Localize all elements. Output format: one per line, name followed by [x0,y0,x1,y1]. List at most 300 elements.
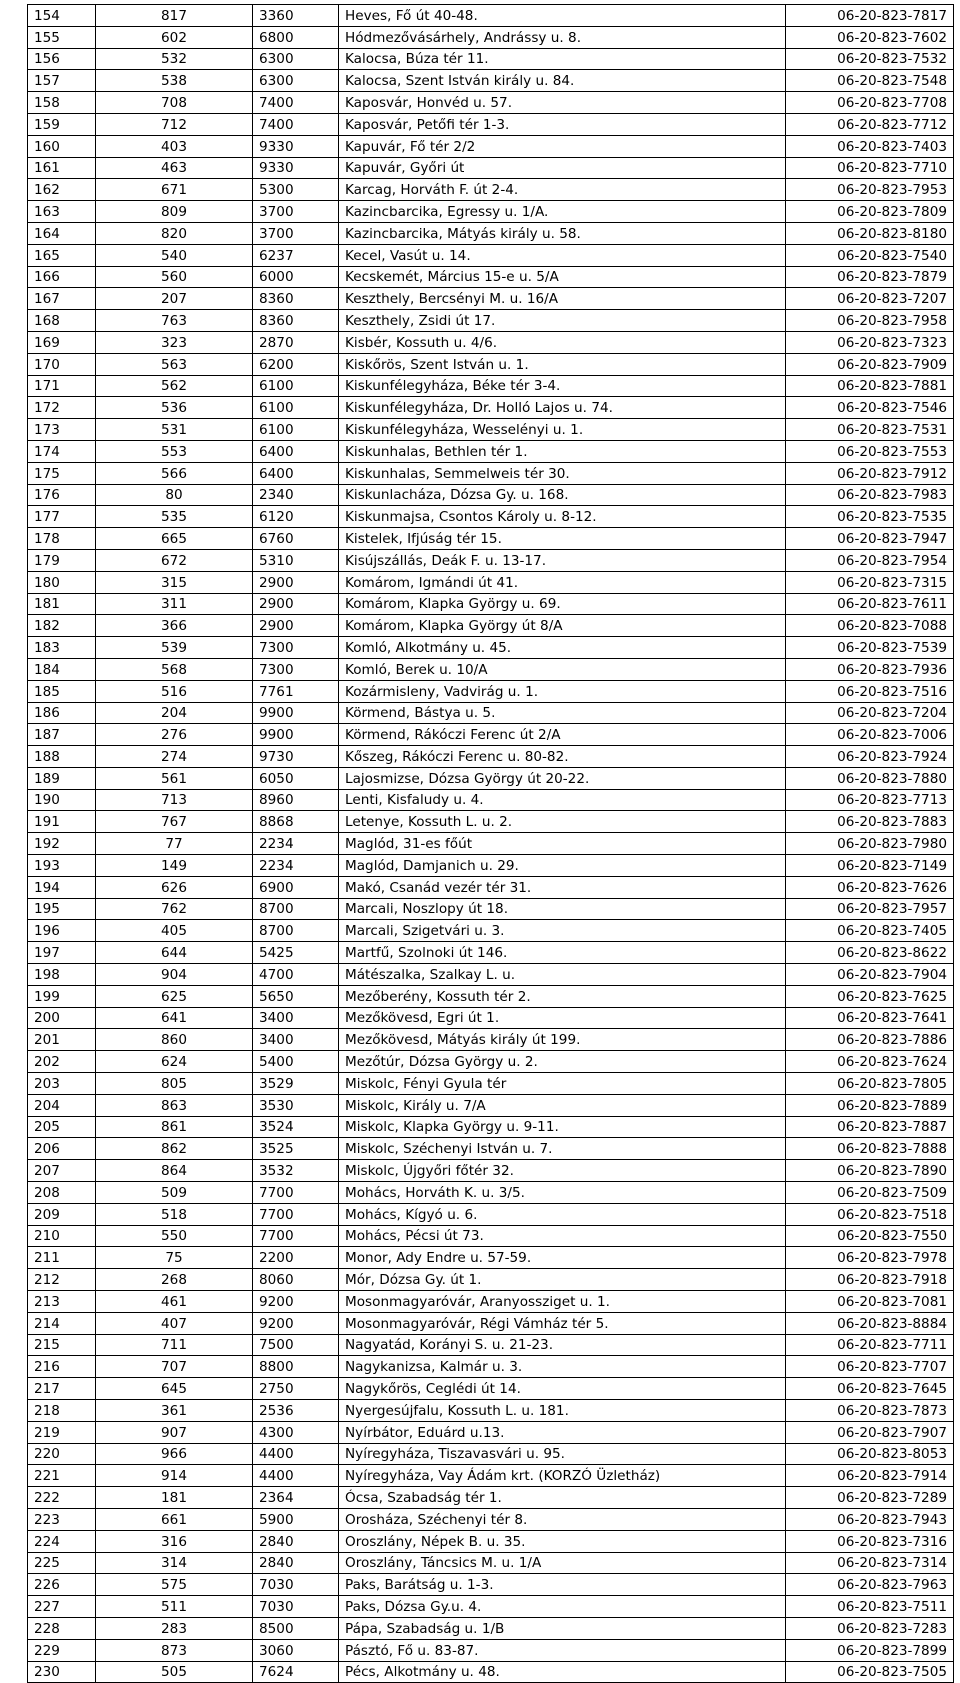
store-id-cell: 864 [96,1160,253,1182]
table-row [28,1356,954,1378]
row-number-cell: 201 [28,1029,96,1051]
row-number-cell: 166 [28,266,96,288]
table-row [28,637,954,659]
row-number-cell: 192 [28,833,96,855]
table-row [28,876,954,898]
store-id-cell: 817 [96,5,253,27]
postal-code-cell: 6100 [253,419,339,441]
row-number-cell: 216 [28,1356,96,1378]
phone-cell: 06-20-823-7980 [786,833,954,855]
address-cell: Pécs, Alkotmány u. 48. [339,1661,786,1683]
address-cell: Miskolc, Újgyőri főtér 32. [339,1160,786,1182]
phone-cell: 06-20-823-8884 [786,1312,954,1334]
phone-cell: 06-20-823-7711 [786,1334,954,1356]
row-number-cell: 206 [28,1138,96,1160]
postal-code-cell: 5310 [253,549,339,571]
row-number-cell: 168 [28,310,96,332]
store-id-cell: 535 [96,506,253,528]
table-row [28,419,954,441]
row-number-cell: 180 [28,571,96,593]
store-id-cell: 568 [96,658,253,680]
store-id-cell: 407 [96,1312,253,1334]
phone-cell: 06-20-823-7518 [786,1203,954,1225]
phone-cell: 06-20-823-7712 [786,113,954,135]
store-id-cell: 641 [96,1007,253,1029]
phone-cell: 06-20-823-7207 [786,288,954,310]
phone-cell: 06-20-823-7611 [786,593,954,615]
phone-cell: 06-20-823-7954 [786,549,954,571]
address-cell: Keszthely, Bercsényi M. u. 16/A [339,288,786,310]
phone-cell: 06-20-823-7540 [786,244,954,266]
table-row [28,288,954,310]
store-id-cell: 860 [96,1029,253,1051]
store-id-cell: 563 [96,353,253,375]
row-number-cell: 193 [28,855,96,877]
phone-cell: 06-20-823-7283 [786,1617,954,1639]
store-id-cell: 316 [96,1530,253,1552]
table-row [28,1160,954,1182]
postal-code-cell: 7624 [253,1661,339,1683]
phone-cell: 06-20-823-7405 [786,920,954,942]
phone-cell: 06-20-823-7887 [786,1116,954,1138]
store-id-cell: 625 [96,985,253,1007]
address-cell: Lajosmizse, Dózsa György út 20-22. [339,767,786,789]
postal-code-cell: 7300 [253,637,339,659]
store-id-cell: 366 [96,615,253,637]
table-row [28,593,954,615]
address-cell: Komló, Berek u. 10/A [339,658,786,680]
table-row [28,1051,954,1073]
address-cell: Miskolc, Király u. 7/A [339,1094,786,1116]
table-row [28,658,954,680]
table-row [28,331,954,353]
row-number-cell: 194 [28,876,96,898]
phone-cell: 06-20-823-7626 [786,876,954,898]
phone-cell: 06-20-823-7907 [786,1421,954,1443]
phone-cell: 06-20-823-7289 [786,1487,954,1509]
table-row [28,1334,954,1356]
postal-code-cell: 5650 [253,985,339,1007]
postal-code-cell: 7400 [253,92,339,114]
postal-code-cell: 3700 [253,201,339,223]
table-row [28,1421,954,1443]
address-cell: Oroszlány, Népek B. u. 35. [339,1530,786,1552]
address-cell: Nagyatád, Korányi S. u. 21-23. [339,1334,786,1356]
store-id-cell: 672 [96,549,253,571]
store-id-cell: 311 [96,593,253,615]
address-cell: Kapuvár, Győri út [339,157,786,179]
store-id-cell: 602 [96,26,253,48]
address-cell: Kaposvár, Petőfi tér 1-3. [339,113,786,135]
table-row [28,48,954,70]
store-id-cell: 323 [96,331,253,353]
phone-cell: 06-20-823-7539 [786,637,954,659]
address-cell: Kiskunhalas, Semmelweis tér 30. [339,462,786,484]
row-number-cell: 195 [28,898,96,920]
table-row [28,244,954,266]
store-id-cell: 536 [96,397,253,419]
table-row [28,1094,954,1116]
address-cell: Makó, Csanád vezér tér 31. [339,876,786,898]
store-id-cell: 708 [96,92,253,114]
phone-cell: 06-20-823-7546 [786,397,954,419]
row-number-cell: 161 [28,157,96,179]
postal-code-cell: 6100 [253,375,339,397]
store-id-cell: 861 [96,1116,253,1138]
store-id-cell: 75 [96,1247,253,1269]
table-row [28,1378,954,1400]
postal-code-cell: 6800 [253,26,339,48]
phone-cell: 06-20-823-8622 [786,942,954,964]
table-row [28,310,954,332]
store-id-cell: 624 [96,1051,253,1073]
postal-code-cell: 6400 [253,462,339,484]
row-number-cell: 172 [28,397,96,419]
postal-code-cell: 6237 [253,244,339,266]
postal-code-cell: 4400 [253,1443,339,1465]
table-row [28,1487,954,1509]
table-row [28,157,954,179]
postal-code-cell: 2900 [253,593,339,615]
row-number-cell: 219 [28,1421,96,1443]
table-row [28,440,954,462]
store-id-cell: 575 [96,1574,253,1596]
table-row [28,855,954,877]
row-number-cell: 160 [28,135,96,157]
table-row [28,1508,954,1530]
store-id-cell: 762 [96,898,253,920]
table-row [28,833,954,855]
postal-code-cell: 2840 [253,1530,339,1552]
row-number-cell: 187 [28,724,96,746]
phone-cell: 06-20-823-7978 [786,1247,954,1269]
postal-code-cell: 3524 [253,1116,339,1138]
table-row [28,920,954,942]
postal-code-cell: 9200 [253,1291,339,1313]
row-number-cell: 179 [28,549,96,571]
table-row [28,942,954,964]
postal-code-cell: 5900 [253,1508,339,1530]
phone-cell: 06-20-823-7983 [786,484,954,506]
postal-code-cell: 3360 [253,5,339,27]
row-number-cell: 205 [28,1116,96,1138]
table-row [28,375,954,397]
phone-cell: 06-20-823-7509 [786,1182,954,1204]
phone-cell: 06-20-823-7081 [786,1291,954,1313]
address-cell: Mosonmagyaróvár, Régi Vámház tér 5. [339,1312,786,1334]
phone-cell: 06-20-823-7532 [786,48,954,70]
store-id-cell: 518 [96,1203,253,1225]
phone-cell: 06-20-823-7943 [786,1508,954,1530]
phone-cell: 06-20-823-7817 [786,5,954,27]
store-id-cell: 873 [96,1639,253,1661]
phone-cell: 06-20-823-7904 [786,964,954,986]
address-cell: Kiskőrös, Szent István u. 1. [339,353,786,375]
store-id-cell: 904 [96,964,253,986]
phone-cell: 06-20-823-7890 [786,1160,954,1182]
table-row [28,1029,954,1051]
phone-cell: 06-20-823-7888 [786,1138,954,1160]
postal-code-cell: 7500 [253,1334,339,1356]
postal-code-cell: 9200 [253,1312,339,1334]
row-number-cell: 181 [28,593,96,615]
row-number-cell: 197 [28,942,96,964]
store-id-cell: 566 [96,462,253,484]
store-id-cell: 626 [96,876,253,898]
postal-code-cell: 8500 [253,1617,339,1639]
table-row [28,353,954,375]
table-row [28,964,954,986]
store-id-cell: 862 [96,1138,253,1160]
postal-code-cell: 3529 [253,1073,339,1095]
row-number-cell: 228 [28,1617,96,1639]
address-cell: Kecskemét, Március 15-e u. 5/A [339,266,786,288]
table-row [28,1269,954,1291]
row-number-cell: 163 [28,201,96,223]
table-row [28,1182,954,1204]
row-number-cell: 171 [28,375,96,397]
postal-code-cell: 8360 [253,310,339,332]
phone-cell: 06-20-823-7314 [786,1552,954,1574]
address-cell: Marcali, Noszlopy út 18. [339,898,786,920]
table-row [28,1617,954,1639]
postal-code-cell: 7761 [253,680,339,702]
address-cell: Miskolc, Fényi Gyula tér [339,1073,786,1095]
row-number-cell: 157 [28,70,96,92]
row-number-cell: 159 [28,113,96,135]
store-id-cell: 532 [96,48,253,70]
row-number-cell: 174 [28,440,96,462]
postal-code-cell: 6900 [253,876,339,898]
table-row [28,484,954,506]
store-id-cell: 361 [96,1400,253,1422]
store-id-cell: 274 [96,746,253,768]
phone-cell: 06-20-823-7403 [786,135,954,157]
phone-cell: 06-20-823-7880 [786,767,954,789]
table-row [28,113,954,135]
row-number-cell: 182 [28,615,96,637]
table-row [28,549,954,571]
phone-cell: 06-20-823-7204 [786,702,954,724]
phone-cell: 06-20-823-7088 [786,615,954,637]
phone-cell: 06-20-823-7953 [786,179,954,201]
postal-code-cell: 8360 [253,288,339,310]
store-id-cell: 561 [96,767,253,789]
store-id-cell: 966 [96,1443,253,1465]
postal-code-cell: 6000 [253,266,339,288]
row-number-cell: 169 [28,331,96,353]
phone-cell: 06-20-823-7535 [786,506,954,528]
address-cell: Kecel, Vasút u. 14. [339,244,786,266]
store-id-cell: 661 [96,1508,253,1530]
address-cell: Mezőkövesd, Egri út 1. [339,1007,786,1029]
phone-cell: 06-20-823-7914 [786,1465,954,1487]
postal-code-cell: 2340 [253,484,339,506]
phone-cell: 06-20-823-7316 [786,1530,954,1552]
postal-code-cell: 7400 [253,113,339,135]
row-number-cell: 226 [28,1574,96,1596]
postal-code-cell: 7700 [253,1203,339,1225]
address-cell: Miskolc, Széchenyi István u. 7. [339,1138,786,1160]
phone-cell: 06-20-823-7881 [786,375,954,397]
address-cell: Kiskunfélegyháza, Béke tér 3-4. [339,375,786,397]
postal-code-cell: 7030 [253,1596,339,1618]
row-number-cell: 198 [28,964,96,986]
table-row [28,724,954,746]
table-row [28,506,954,528]
phone-cell: 06-20-823-7315 [786,571,954,593]
row-number-cell: 204 [28,1094,96,1116]
store-id-cell: 511 [96,1596,253,1618]
address-cell: Kalocsa, Búza tér 11. [339,48,786,70]
phone-cell: 06-20-823-8053 [786,1443,954,1465]
address-cell: Kisújszállás, Deák F. u. 13-17. [339,549,786,571]
postal-code-cell: 2364 [253,1487,339,1509]
table-row [28,135,954,157]
postal-code-cell: 5300 [253,179,339,201]
row-number-cell: 202 [28,1051,96,1073]
postal-code-cell: 9900 [253,702,339,724]
table-row [28,1203,954,1225]
postal-code-cell: 8960 [253,789,339,811]
postal-code-cell: 6400 [253,440,339,462]
table-row [28,397,954,419]
phone-cell: 06-20-823-7918 [786,1269,954,1291]
address-cell: Miskolc, Klapka György u. 9-11. [339,1116,786,1138]
postal-code-cell: 2900 [253,615,339,637]
postal-code-cell: 2870 [253,331,339,353]
phone-cell: 06-20-823-7624 [786,1051,954,1073]
store-id-cell: 403 [96,135,253,157]
row-number-cell: 223 [28,1508,96,1530]
address-cell: Kiskunmajsa, Csontos Károly u. 8-12. [339,506,786,528]
phone-cell: 06-20-823-7805 [786,1073,954,1095]
postal-code-cell: 2536 [253,1400,339,1422]
address-cell: Kiskunlacháza, Dózsa Gy. u. 168. [339,484,786,506]
address-cell: Körmend, Bástya u. 5. [339,702,786,724]
address-cell: Mosonmagyaróvár, Aranyossziget u. 1. [339,1291,786,1313]
row-number-cell: 158 [28,92,96,114]
row-number-cell: 209 [28,1203,96,1225]
address-cell: Oroszlány, Táncsics M. u. 1/A [339,1552,786,1574]
address-cell: Nyíregyháza, Tiszavasvári u. 95. [339,1443,786,1465]
row-number-cell: 215 [28,1334,96,1356]
phone-cell: 06-20-823-7511 [786,1596,954,1618]
phone-cell: 06-20-823-7625 [786,985,954,1007]
address-cell: Kőszeg, Rákóczi Ferenc u. 80-82. [339,746,786,768]
address-cell: Komárom, Klapka György út 8/A [339,615,786,637]
postal-code-cell: 6050 [253,767,339,789]
phone-cell: 06-20-823-7323 [786,331,954,353]
phone-cell: 06-20-823-7936 [786,658,954,680]
store-id-cell: 914 [96,1465,253,1487]
table-row [28,462,954,484]
store-id-cell: 531 [96,419,253,441]
address-cell: Kaposvár, Honvéd u. 57. [339,92,786,114]
postal-code-cell: 3700 [253,222,339,244]
store-id-cell: 540 [96,244,253,266]
address-cell: Nyírbátor, Eduárd u.13. [339,1421,786,1443]
row-number-cell: 225 [28,1552,96,1574]
address-cell: Ócsa, Szabadság tér 1. [339,1487,786,1509]
store-id-cell: 539 [96,637,253,659]
store-id-cell: 805 [96,1073,253,1095]
postal-code-cell: 7300 [253,658,339,680]
address-cell: Heves, Fő út 40-48. [339,5,786,27]
row-number-cell: 178 [28,528,96,550]
postal-code-cell: 3400 [253,1007,339,1029]
postal-code-cell: 2750 [253,1378,339,1400]
address-cell: Mór, Dózsa Gy. út 1. [339,1269,786,1291]
row-number-cell: 208 [28,1182,96,1204]
store-id-cell: 268 [96,1269,253,1291]
table-row [28,571,954,593]
store-id-cell: 713 [96,789,253,811]
phone-cell: 06-20-823-7886 [786,1029,954,1051]
store-id-cell: 149 [96,855,253,877]
store-id-cell: 516 [96,680,253,702]
table-row [28,1073,954,1095]
row-number-cell: 190 [28,789,96,811]
postal-code-cell: 3532 [253,1160,339,1182]
store-id-cell: 560 [96,266,253,288]
row-number-cell: 196 [28,920,96,942]
table-row [28,1661,954,1683]
directory-table [27,4,954,1683]
address-cell: Letenye, Kossuth L. u. 2. [339,811,786,833]
row-number-cell: 154 [28,5,96,27]
address-cell: Körmend, Rákóczi Ferenc út 2/A [339,724,786,746]
address-cell: Nyergesújfalu, Kossuth L. u. 181. [339,1400,786,1422]
address-cell: Kistelek, Ifjúság tér 15. [339,528,786,550]
phone-cell: 06-20-823-7516 [786,680,954,702]
postal-code-cell: 6300 [253,70,339,92]
phone-cell: 06-20-823-7006 [786,724,954,746]
phone-cell: 06-20-823-7710 [786,157,954,179]
address-cell: Pásztó, Fő u. 83-87. [339,1639,786,1661]
postal-code-cell: 3400 [253,1029,339,1051]
store-id-cell: 181 [96,1487,253,1509]
store-id-cell: 665 [96,528,253,550]
postal-code-cell: 8700 [253,920,339,942]
phone-cell: 06-20-823-7957 [786,898,954,920]
postal-code-cell: 3525 [253,1138,339,1160]
store-id-cell: 463 [96,157,253,179]
phone-cell: 06-20-823-7958 [786,310,954,332]
phone-cell: 06-20-823-7505 [786,1661,954,1683]
postal-code-cell: 2234 [253,855,339,877]
table-row [28,1574,954,1596]
table-row [28,1552,954,1574]
address-cell: Komárom, Klapka György u. 69. [339,593,786,615]
store-id-cell: 820 [96,222,253,244]
table-row [28,898,954,920]
table-row [28,1247,954,1269]
row-number-cell: 170 [28,353,96,375]
postal-code-cell: 6300 [253,48,339,70]
address-cell: Hódmezővásárhely, Andrássy u. 8. [339,26,786,48]
row-number-cell: 186 [28,702,96,724]
table-row [28,70,954,92]
address-cell: Lenti, Kisfaludy u. 4. [339,789,786,811]
postal-code-cell: 2900 [253,571,339,593]
row-number-cell: 175 [28,462,96,484]
address-cell: Komló, Alkotmány u. 45. [339,637,786,659]
store-id-cell: 644 [96,942,253,964]
address-cell: Kazincbarcika, Mátyás király u. 58. [339,222,786,244]
store-id-cell: 80 [96,484,253,506]
row-number-cell: 212 [28,1269,96,1291]
